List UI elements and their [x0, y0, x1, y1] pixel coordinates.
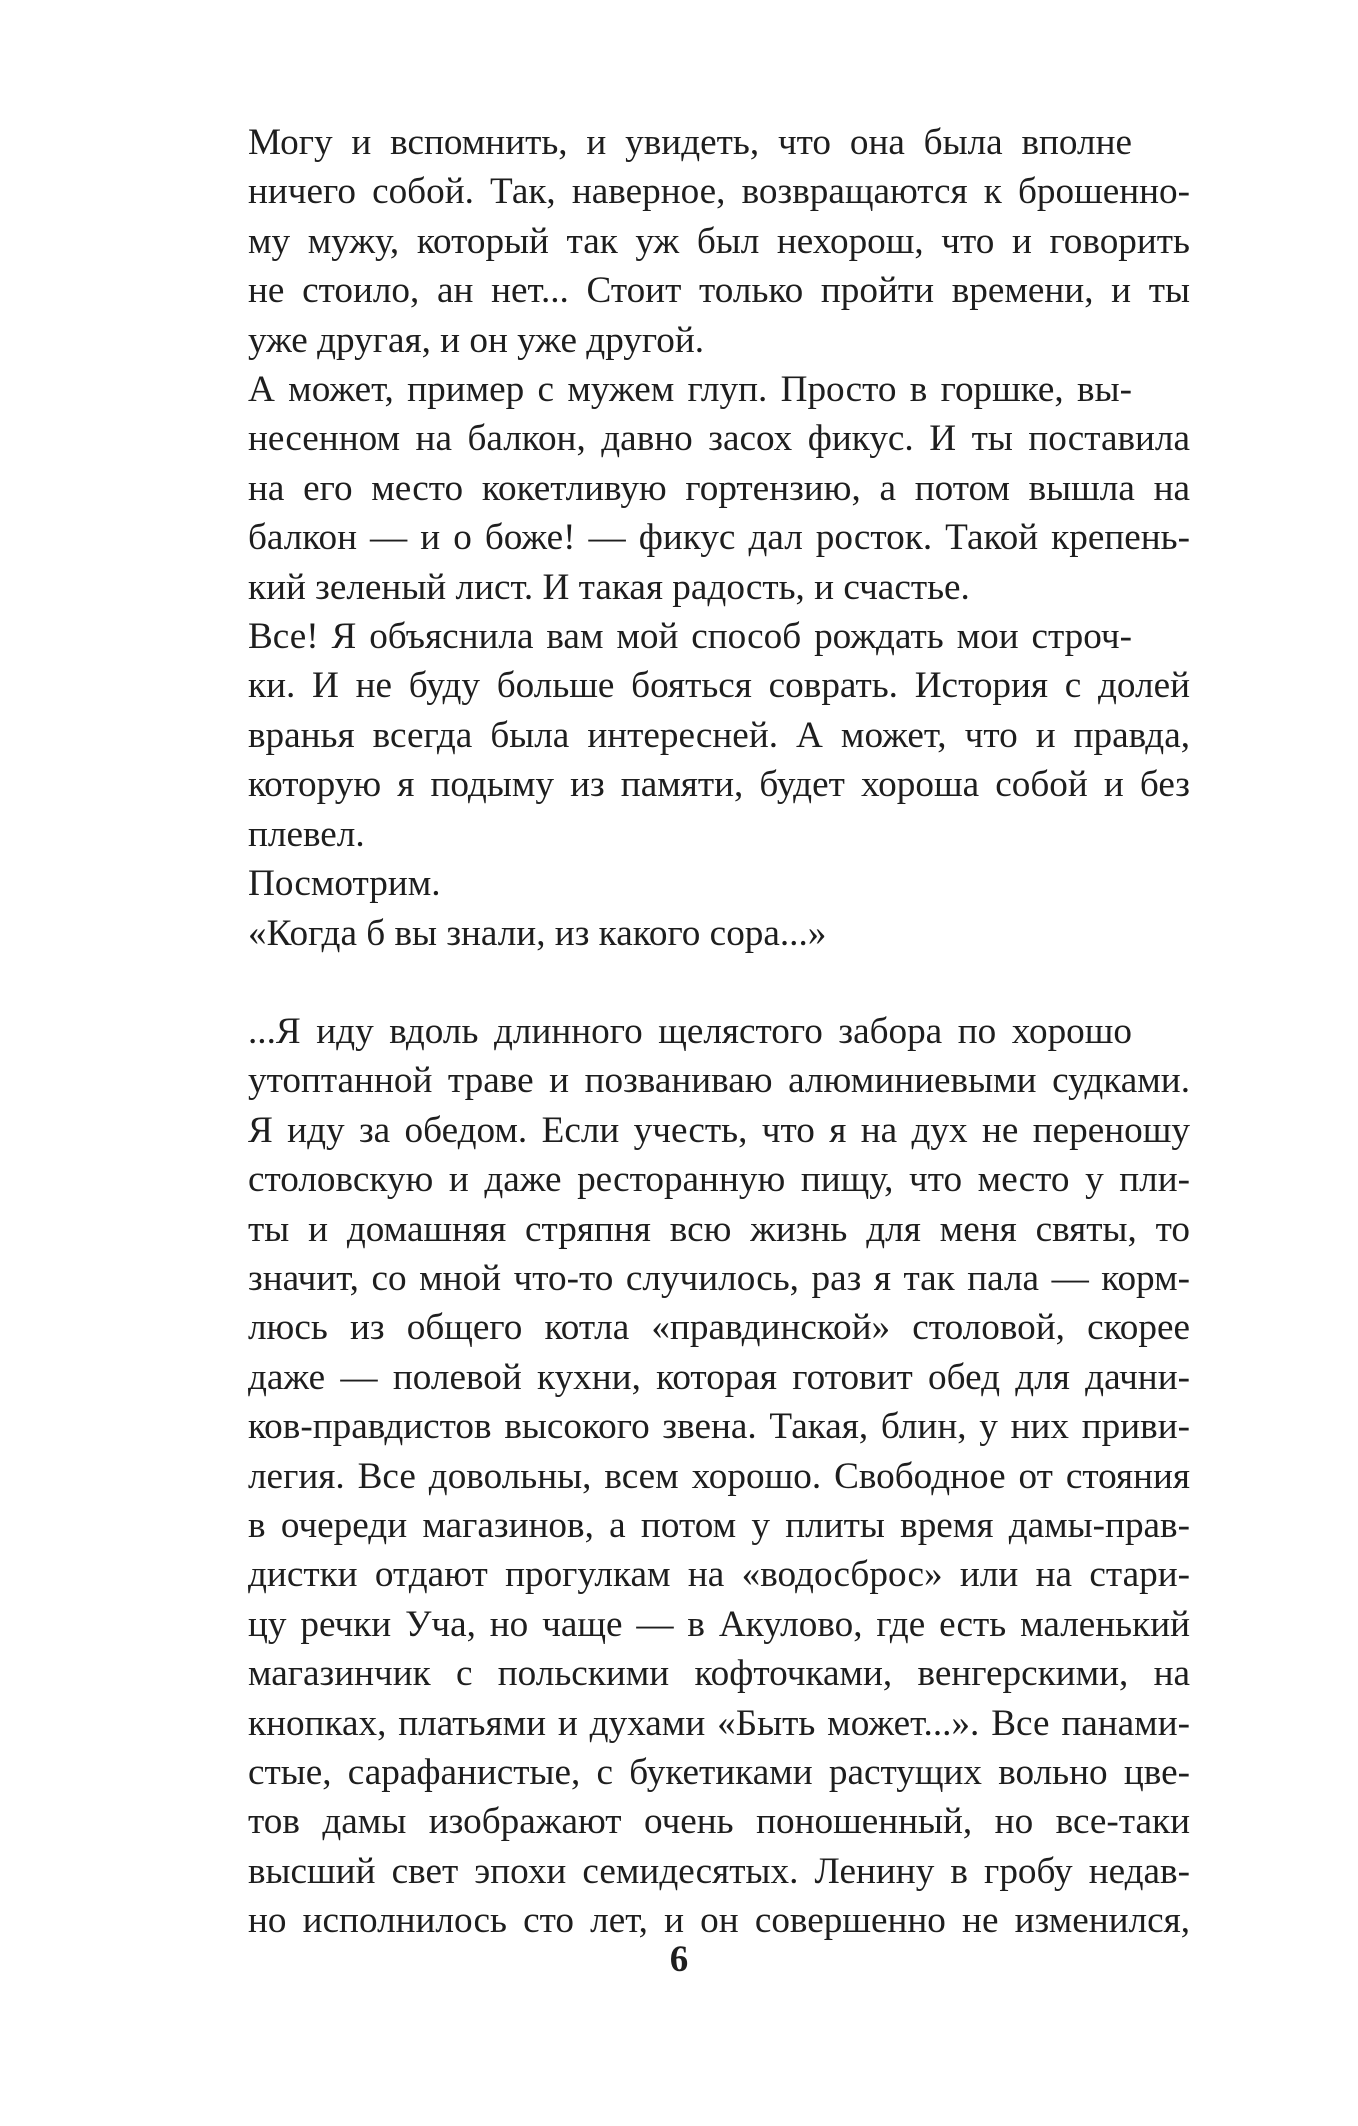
text-line: магазинчик с польскими кофточками, венгерскими, на — [248, 1653, 1190, 1695]
text-line: Я иду за обедом. Если учесть, что я на дух не переношу — [248, 1109, 1190, 1151]
text-line: А может, пример с мужем глуп. Просто в горшке, вы- — [248, 369, 1132, 411]
paragraph-1 — [190, 118, 1190, 365]
section-break — [190, 958, 1190, 1007]
text-line: плевел. — [248, 813, 365, 855]
text-line: ...Я иду вдоль длинного щелястого забора по хорошо — [248, 1010, 1132, 1052]
text-line: несенном на балкон, давно засох фикус. И ты поставила — [248, 418, 1190, 460]
page-number: 6 — [669, 1939, 689, 1980]
text-line: высший свет эпохи семидесятых. Ленину в гробу недав- — [248, 1850, 1190, 1892]
text-line: легия. Все довольны, всем хорошо. Свободное от стояния — [248, 1455, 1190, 1497]
text-line: кнопках, платьями и духами «Быть может...». Все панами- — [248, 1702, 1190, 1744]
text-line: ты и домашняя стряпня всю жизнь для меня святы, то — [248, 1208, 1190, 1250]
text-line: даже — полевой кухни, которая готовит обед для дачни- — [248, 1356, 1190, 1398]
text-line: цу речки Уча, но чаще — в Акулово, где есть маленький — [248, 1603, 1190, 1645]
text-line: ки. И не буду больше бояться соврать. История с долей — [248, 665, 1190, 707]
text-line: но исполнилось сто лет, и он совершенно не изменился, — [248, 1900, 1190, 1942]
text-line: му мужу, который так уж был нехорош, что и говорить — [248, 220, 1190, 262]
text-line: не стоило, ан нет... Стоит только пройти времени, и ты — [248, 270, 1190, 312]
text-line: столовскую и даже ресторанную пищу, что место у пли- — [248, 1159, 1190, 1201]
text-line: тов дамы изображают очень поношенный, но все-таки — [248, 1801, 1190, 1843]
paragraph-6 — [190, 1007, 1190, 1946]
text-line: вранья всегда была интересней. А может, что и правда, — [248, 714, 1190, 756]
text-line: кий зеленый лист. И такая радость, и счастье. — [248, 566, 970, 608]
text-line: Посмотрим. — [248, 863, 441, 905]
paragraph-2 — [190, 365, 1190, 612]
paragraph-5 — [190, 909, 1190, 958]
text-line: стые, сарафанистые, с букетиками растущих вольно цве- — [248, 1752, 1190, 1793]
text-line: «Когда б вы знали, из какого сора...» — [248, 912, 827, 954]
text-line: которую я подыму из памяти, будет хороша собой и без — [248, 764, 1190, 806]
text-line: Могу и вспомнить, и увидеть, что она была вполне — [248, 122, 1132, 163]
text-line: дистки отдают прогулкам на «водосброс» или на стари- — [248, 1554, 1190, 1596]
paragraph-3 — [190, 612, 1190, 859]
text-line: люсь из общего котла «правдинской» столовой, скорее — [248, 1307, 1190, 1349]
text-line: ков-правдистов высокого звена. Такая, блин, у них приви- — [248, 1406, 1190, 1448]
book-page-text — [190, 118, 1190, 1946]
text-line: ничего собой. Так, наверное, возвращаются к брошенно- — [248, 171, 1190, 213]
text-line: значит, со мной что-то случилось, раз я так пала — корм- — [248, 1257, 1190, 1299]
text-line: на его место кокетливую гортензию, а потом вышла на — [248, 467, 1190, 509]
text-line: уже другая, и он уже другой. — [248, 319, 705, 361]
text-line: в очереди магазинов, а потом у плиты время дамы-прав- — [248, 1504, 1190, 1546]
text-line: Все! Я объяснила вам мой способ рождать мои строч- — [248, 616, 1132, 658]
text-line: утоптанной траве и позваниваю алюминиевыми судками. — [248, 1060, 1190, 1102]
paragraph-4 — [190, 859, 1190, 908]
text-line: балкон — и о боже! — фикус дал росток. Такой крепень- — [248, 517, 1190, 559]
